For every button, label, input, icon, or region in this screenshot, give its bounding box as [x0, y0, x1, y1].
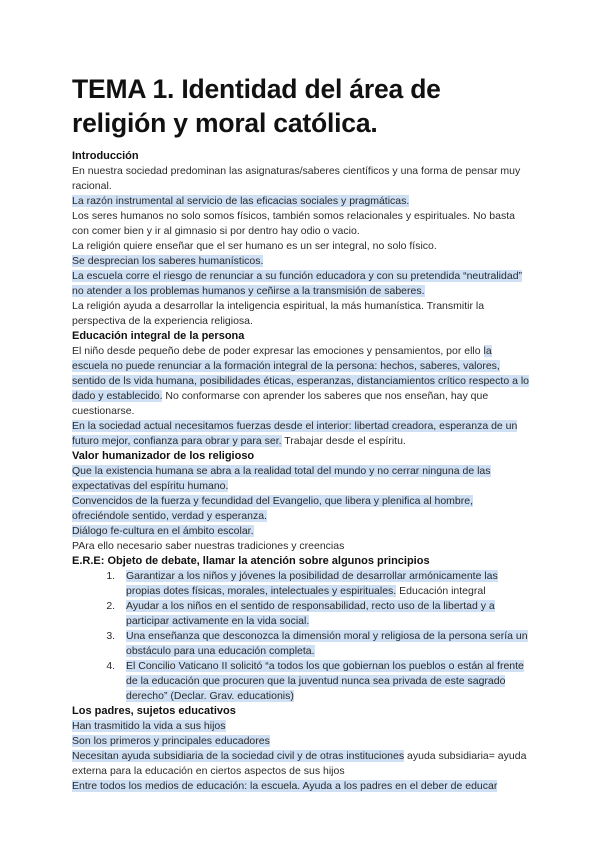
- paragraph: [72, 419, 530, 449]
- highlight: Convencidos de la fuerza y fecundidad del Evangelio, que libera y plenifica al hombre, ofreciéndole sentido, verdad y esperanza.: [72, 495, 473, 522]
- highlight: Una enseñanza que desconozca la dimensión moral y religiosa de la persona sería un obstáculo para una educación completa.: [126, 630, 528, 657]
- list-item: [118, 629, 530, 659]
- paragraph-highlighted: [72, 779, 530, 794]
- paragraph: En nuestra sociedad predominan las asignaturas/saberes científicos y una forma de pensar muy racional.: [72, 165, 521, 192]
- highlight: En la sociedad actual necesitamos fuerzas desde el interior: libertad creadora, esperanza de un futuro mejor, confianza para obrar y para ser.: [72, 420, 518, 447]
- paragraph: [72, 749, 530, 779]
- text-run: No conformarse con aprender los saberes que nos enseñan, hay que cuestionarse.: [72, 390, 489, 417]
- section-heading-introduccion: Introducción: [72, 150, 139, 162]
- numbered-list: [72, 569, 530, 704]
- text-run: El niño desde pequeño debe de poder expresar las emociones y pensamientos, por ello: [72, 345, 484, 357]
- list-item: [118, 599, 530, 629]
- list-item: [118, 659, 530, 704]
- paragraph: PAra ello necesario saber nuestras tradiciones y creencias: [72, 540, 345, 552]
- paragraph-highlighted: [72, 464, 530, 494]
- highlight: Ayudar a los niños en el sentido de responsabilidad, recto uso de la libertad y a participar activamente en la vida social.: [126, 600, 495, 627]
- highlight: la escuela no puede renunciar a la formación integral de la persona: hechos, saberes, valores, sentido de ls vida humana, posibilidades éticas, esperanzas, distanciamientos crítico respecto a lo dado y establecido.: [72, 345, 530, 402]
- highlight: Son los primeros y principales educadores: [72, 735, 270, 747]
- paragraph: [72, 344, 530, 419]
- paragraph-highlighted: [72, 494, 530, 524]
- page-title: TEMA 1. Identidad del área de religión y moral católica.: [72, 74, 441, 138]
- paragraph: Los seres humanos no solo somos físicos, también somos relacionales y espirituales. No basta con comer bien y ir al gimnasio si por dentro hay odio o vacio.: [72, 210, 515, 237]
- paragraph-highlighted: [72, 269, 530, 299]
- paragraph-highlighted: [72, 524, 530, 539]
- highlight: Que la existencia humana se abra a la realidad total del mundo y no cerrar ninguna de las expectativas del espíritu humano.: [72, 465, 491, 492]
- section-heading-educacion-integral: Educación integral de la persona: [72, 330, 245, 342]
- highlight: Necesitan ayuda subsidiaria de la sociedad civil y de otras instituciones: [72, 750, 405, 762]
- list-item: [118, 569, 530, 599]
- paragraph-highlighted: [72, 194, 530, 209]
- highlight: Se desprecian los saberes humanísticos.: [72, 255, 264, 267]
- section-heading-padres: Los padres, sujetos educativos: [72, 705, 236, 717]
- highlight: La escuela corre el riesgo de renunciar a su función educadora y con su pretendida “neutralidad” no atender a los problemas humanos y ceñirse a la transmisión de saberes.: [72, 270, 523, 297]
- highlight: El Concilio Vaticano II solicitó “a todos los que gobiernan los pueblos o están al frente de la educación que procuren que la juventud nunca sea privada de este sagrado derecho” (Declar. Grav. educationis): [126, 660, 524, 702]
- document-content: [72, 72, 530, 794]
- highlight: Garantizar a los niños y jóvenes la posibilidad de desarrollar armónicamente las propias dotes físicas, morales, intelectuales y espirituales.: [126, 570, 498, 597]
- highlight: Diálogo fe-cultura en el ámbito escolar.: [72, 525, 254, 537]
- paragraph: La religión ayuda a desarrollar la inteligencia espiritual, la más humanística. Transmitir la perspectiva de la experiencia religiosa.: [72, 300, 485, 327]
- section-heading-ere: E.R.E: Objeto de debate, llamar la atención sobre algunos principios: [72, 555, 430, 567]
- paragraph-highlighted: [72, 254, 530, 269]
- highlight: Entre todos los medios de educación: la escuela. Ayuda a los padres en el deber de educar: [72, 780, 498, 792]
- highlight: Han trasmitido la vida a sus hijos: [72, 720, 226, 732]
- section-heading-valor-humanizador: Valor humanizador de los religioso: [72, 450, 255, 462]
- text-run: ayuda subsidiaria= ayuda externa para la educación en ciertos aspectos de sus hijos: [72, 750, 527, 777]
- text-run: Trabajar desde el espíritu.: [281, 435, 406, 447]
- paragraph-highlighted: [72, 734, 530, 749]
- highlight: La razón instrumental al servicio de las eficacias sociales y pragmáticas.: [72, 195, 410, 207]
- text-run: Educación integral: [396, 585, 486, 597]
- paragraph: La religión quiere enseñar que el ser humano es un ser integral, no solo físico.: [72, 240, 437, 252]
- paragraph-highlighted: [72, 719, 530, 734]
